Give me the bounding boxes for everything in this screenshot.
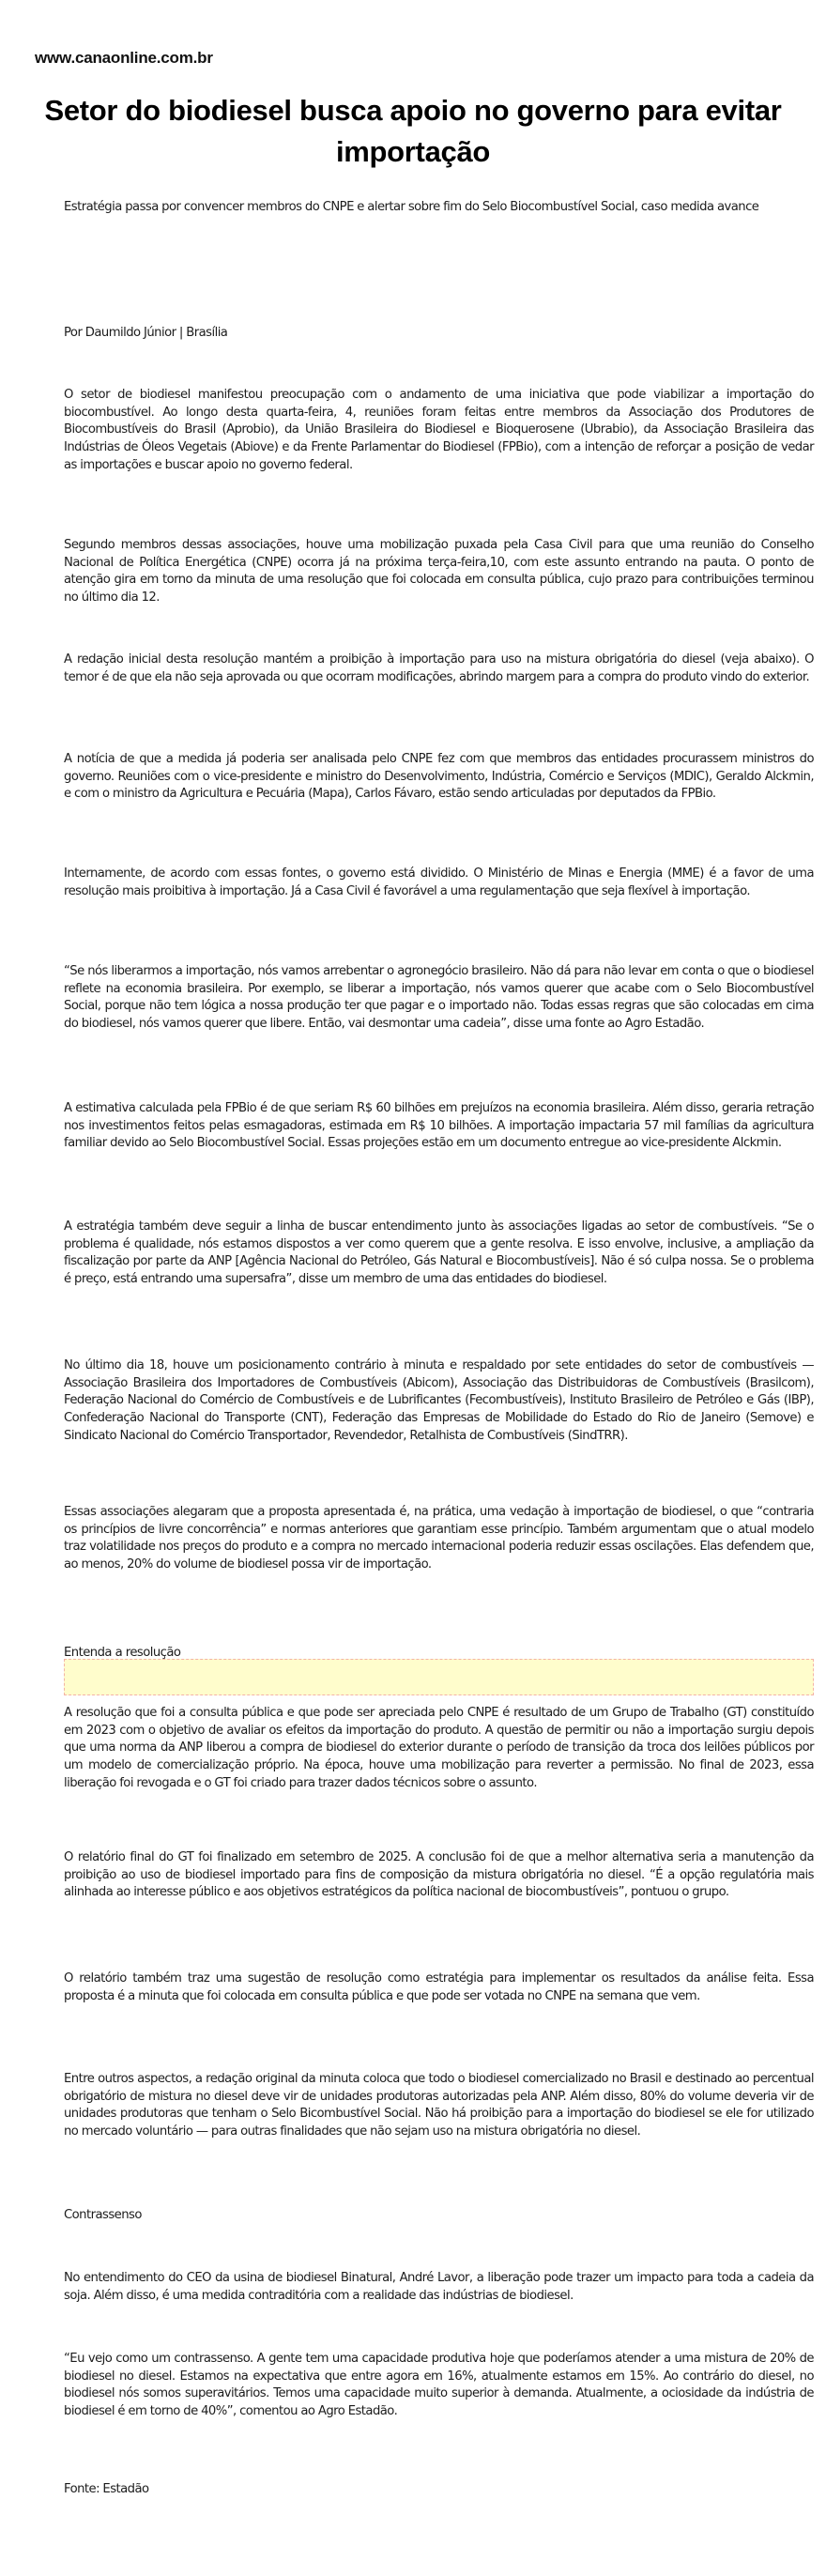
paragraph: O setor de biodiesel manifestou preocupação com o andamento de uma iniciativa que pode viabilizar a importação do biocombustível. Ao longo desta quarta-feira, 4, reuniões foram feitas entre membros da Associação dos Produtores de Biocombustíveis do Brasil (Aprobio), da União Brasileira do Biodiesel e Bioquerosene (Ubrabio), da Associação Brasileira das Indústrias de Óleos Vegetais (Abiove) e da Frente Parlamentar do Biodiesel (FPBio), com a intenção de reforçar a posição de vedar as importações e buscar apoio no governo federal. — [64, 388, 814, 472]
paragraph: A estimativa calculada pela FPBio é de que seriam R$ 60 bilhões em prejuízos na economia brasileira. Além disso, geraria retração nos investimentos feitos pelas esmagadoras, estimada em R$ 10 bilhões. A importação impactaria 57 mil famílias da agricultura familiar devido ao Selo Biocombustível Social. Essas projeções estão em um documento entregue ao vice-presidente Alckmin. — [64, 1101, 814, 1151]
article-title: Setor do biodiesel busca apoio no governo para evitar importação — [44, 94, 782, 168]
resolution-paragraph: Entre outros aspectos, a redação original da minuta coloca que todo o biodiesel comercializado no Brasil e destinado ao percentual obrigatório de mistura no diesel deve vir de unidades produtoras autorizadas pela ANP. Além disso, 80% do volume deveria vir de unidades produtoras que tenham o Selo Bicombustível Social. Não há proibição para a importação do biodiesel se ele for utilizado no mercado voluntário — para outras finalidades que não sejam uso na mistura obrigatória no diesel. — [64, 2072, 814, 2139]
paragraph: A redação inicial desta resolução mantém a proibição à importação para uso na mistura obrigatória do diesel (veja abaixo). O temor é de que ela não seja aprovada ou que ocorram modificações, abrindo margem para a compra do produto vindo do exterior. — [64, 652, 814, 684]
contrassenso-paragraph: No entendimento do CEO da usina de biodiesel Binatural, André Lavor, a liberação pode trazer um impacto para toda a cadeia da soja. Além disso, é uma medida contraditória com a realidade das indústrias de biodiesel. — [64, 2271, 814, 2303]
resolution-paragraph: O relatório final do GT foi finalizado em setembro de 2025. A conclusão foi de que a melhor alternativa seria a manutenção da proibição ao uso de biodiesel importado para fins de composição da mistura obrigatória no diesel. “É a opção regulatória mais alinhada ao interesse público e aos objetivos estratégicos da política nacional de biocombustíveis”, pontuou o grupo. — [64, 1850, 814, 1900]
paragraph: No último dia 18, houve um posicionamento contrário à minuta e respaldado por sete entidades do setor de combustíveis — Associação Brasileira dos Importadores de Combustíveis (Abicom), Associação das Distribuidoras de Combustíveis (Brasilcom), Federação Nacional do Comércio de Combustíveis e de Lubrificantes (Fecombustíveis), Instituto Brasileiro de Petróleo e Gás (IBP), Confederação Nacional do Transporte (CNT), Federação das Empresas de Mobilidade do Estado do Rio de Janeiro (Semove) e Sindicato Nacional do Comércio Transportador, Revendedor, Retalhista de Combustíveis (SindTRR). — [64, 1358, 814, 1443]
contrassenso-section-title: Contrassenso — [64, 2208, 142, 2222]
article-subtitle: Estratégia passa por convencer membros do CNPE e alertar sobre fim do Selo Biocombustível Social, caso medida avance — [64, 200, 759, 214]
contrassenso-quote: “Eu vejo como um contrassenso. A gente tem uma capacidade produtiva hoje que poderíamos atender a uma mistura de 20% de biodiesel no diesel. Estamos na expectativa que entre agora em 16%, atualmente estamos em 15%. Ao contrário do diesel, no biodiesel nós somos superavitários. Temos uma capacidade muito superior à demanda. Atualmente, a ociosidade da indústria de biodiesel é em torno de 40%”, comentou ao Agro Estadão. — [64, 2352, 814, 2419]
resolution-paragraph: A resolução que foi a consulta pública e que pode ser apreciada pelo CNPE é resultado de um Grupo de Trabalho (GT) constituído em 2023 com o objetivo de avaliar os efeitos da importação do produto. A questão de permitir ou não a importação surgiu depois que uma norma da ANP liberou a compra de biodiesel do exterior durante o período de transição da troca dos leilões públicos por um modelo de comercialização próprio. Na época, houve uma mobilização para reverter a permissão. No final de 2023, essa liberação foi revogada e o GT foi criado para trazer dados técnicos sobre o assunto. — [64, 1706, 814, 1790]
quote-paragraph: “Se nós liberarmos a importação, nós vamos arrebentar o agronegócio brasileiro. Não dá para não levar em conta o que o biodiesel reflete na economia brasileira. Por exemplo, se liberar a importação, nós vamos querer que acabe com o Selo Biocombustível Social, porque não tem lógica a nossa produção ter que pagar e o importado não. Todas essas regras que são colocadas em cima do biodiesel, nós vamos querer que libere. Então, vai desmontar uma cadeia”, disse uma fonte ao Agro Estadão. — [64, 964, 814, 1032]
resolution-paragraph: O relatório também traz uma sugestão de resolução como estratégia para implementar os resultados da análise feita. Essa proposta é a minuta que foi colocada em consulta pública e que pode ser votada no CNPE na semana que vem. — [64, 1971, 814, 2003]
resolution-callout-box — [64, 1659, 814, 1695]
article-source: Fonte: Estadão — [64, 2482, 149, 2496]
resolution-section-title: Entenda a resolução — [64, 1646, 181, 1660]
paragraph: Segundo membros dessas associações, houve uma mobilização puxada pela Casa Civil para que uma reunião do Conselho Nacional de Política Energética (CNPE) ocorra já na próxima terça-feira,10, com este assunto entrando na pauta. O ponto de atenção gira em torno da minuta de uma resolução que foi colocada em consulta pública, cujo prazo para contribuições terminou no último dia 12. — [64, 538, 814, 606]
paragraph: Essas associações alegaram que a proposta apresentada é, na prática, uma vedação à importação de biodiesel, o que “contraria os princípios de livre concorrência” e normas anteriores que garantiam esse princípio. Também argumentam que o atual modelo traz volatilidade nos preços do produto e a compra no mercado internacional poderia reduzir essas oscilações. Elas defendem que, ao menos, 20% do volume de biodiesel possa vir de importação. — [64, 1505, 814, 1572]
site-url[interactable]: www.canaonline.com.br — [35, 49, 213, 67]
article-byline: Por Daumildo Júnior | Brasília — [64, 326, 228, 340]
paragraph: A estratégia também deve seguir a linha de buscar entendimento junto às associações ligadas ao setor de combustíveis. “Se o problema é qualidade, nós estamos dispostos a ver como querem que a gente resolva. E isso envolve, inclusive, a ampliação da fiscalização por parte da ANP [Agência Nacional do Petróleo, Gás Natural e Biocombustíveis]. Não é só culpa nossa. Se o problema é preço, está entrando uma supersafra”, disse um membro de uma das entidades do biodiesel. — [64, 1219, 814, 1287]
paragraph: A notícia de que a medida já poderia ser analisada pelo CNPE fez com que membros das entidades procurassem ministros do governo. Reuniões com o vice-presidente e ministro do Desenvolvimento, Indústria, Comércio e Serviços (MDIC), Geraldo Alckmin, e com o ministro da Agricultura e Pecuária (Mapa), Carlos Fávaro, estão sendo articuladas por deputados da FPBio. — [64, 752, 814, 802]
paragraph: Internamente, de acordo com essas fontes, o governo está dividido. O Ministério de Minas e Energia (MME) é a favor de uma resolução mais proibitiva à importação. Já a Casa Civil é favorável a uma regulamentação que seja flexível à importação. — [64, 866, 814, 898]
